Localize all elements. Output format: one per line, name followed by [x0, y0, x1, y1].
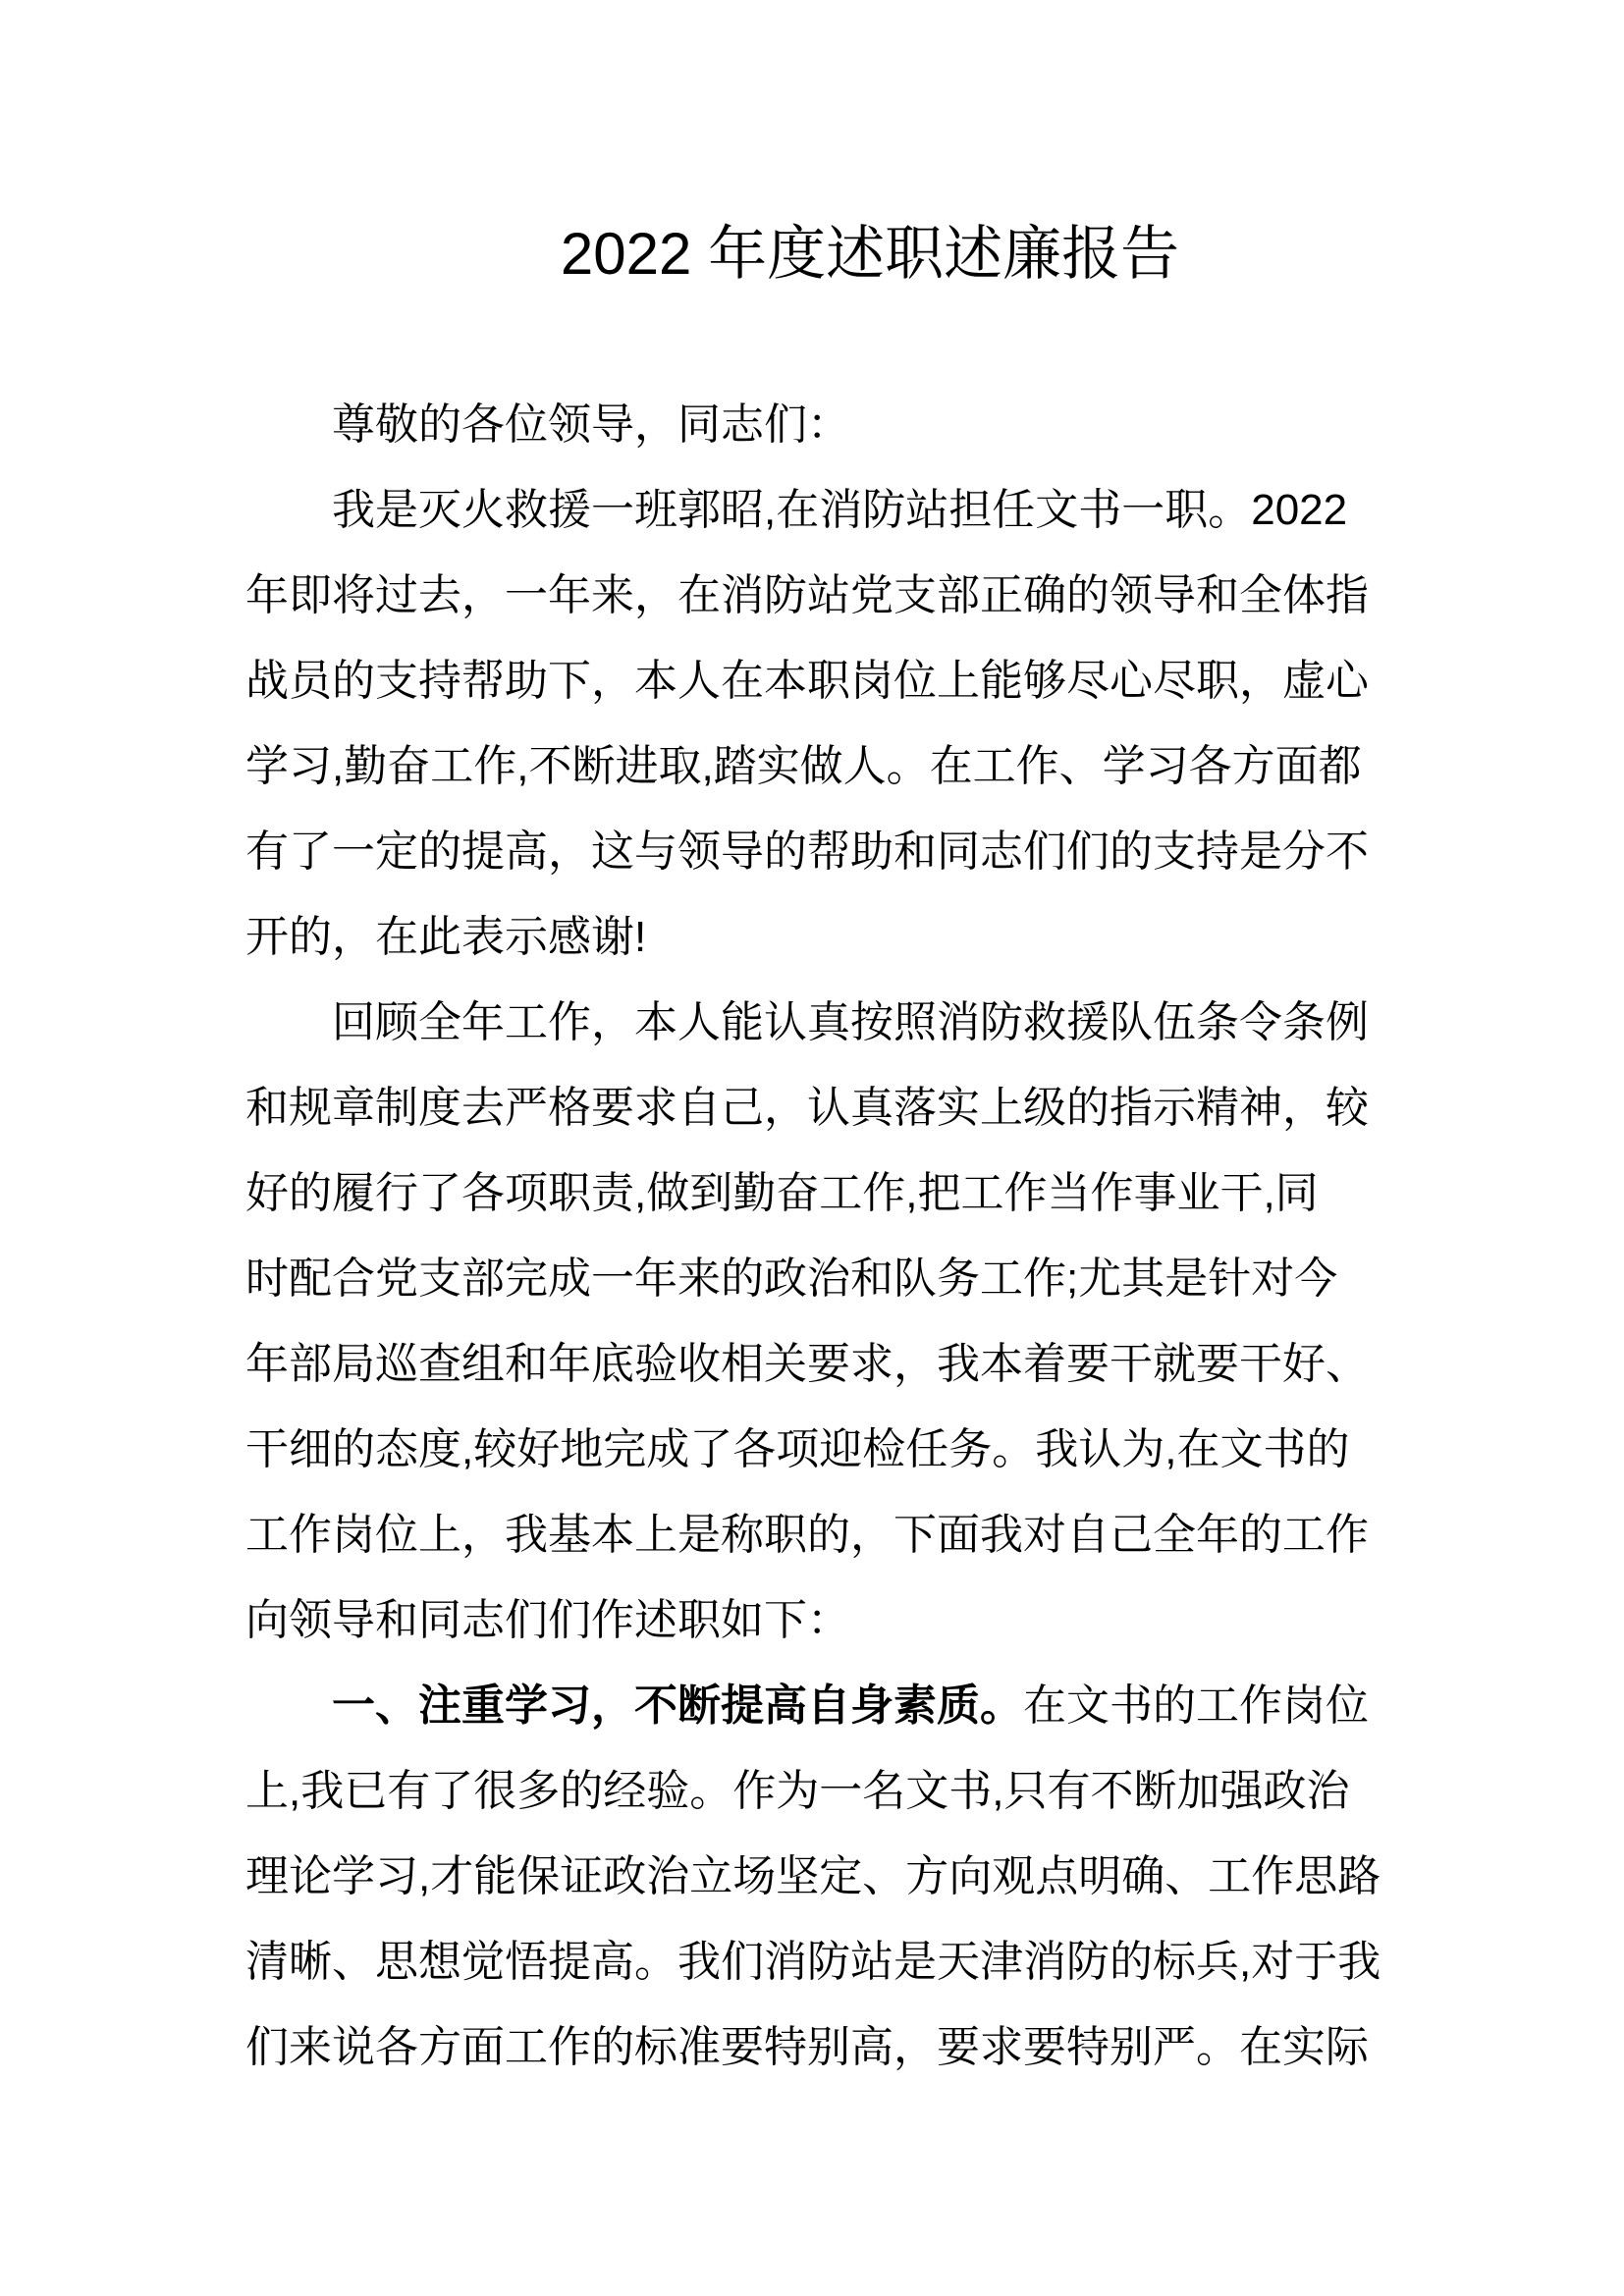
- text-run: 我是灭火救援一班郭昭,在消防站担任文书一职。2022: [332, 486, 1348, 534]
- text-run: 尊敬的各位领导，同志们：: [332, 400, 850, 449]
- text-run: 年部局巡查组和年底验收相关要求，我本着要干就要干好、: [245, 1340, 1369, 1388]
- text-line: [245, 1663, 1379, 1748]
- text-run: 好的履行了各项职责,做到勤奋工作,把工作当作事业干,同: [245, 1169, 1319, 1217]
- text-line: [245, 1577, 1379, 1663]
- text-line: [245, 1407, 1379, 1492]
- text-line: [245, 1236, 1379, 1321]
- text-line: [245, 723, 1379, 809]
- text-run: 干细的态度,较好地完成了各项迎检任务。我认为,在文书的: [245, 1425, 1350, 1473]
- text-line: [245, 1492, 1379, 1577]
- text-line: [245, 1748, 1379, 1834]
- text-line: [245, 382, 1379, 467]
- text-run: 上,我已有了很多的经验。作为一名文书,只有不断加强政治: [245, 1767, 1350, 1815]
- text-run: 时配合党支部完成一年来的政治和队务工作;尤其是针对今: [245, 1255, 1338, 1303]
- text-line: [245, 2004, 1379, 2090]
- text-run: 学习,勤奋工作,不断进取,踏实做人。在工作、学习各方面都: [245, 742, 1362, 790]
- text-run: 开的，在此表示感谢!: [245, 913, 647, 961]
- document-body: [245, 382, 1379, 2090]
- text-run: 年即将过去，一年来，在消防站党支部正确的领导和全体指: [245, 571, 1369, 619]
- text-line: [245, 1321, 1379, 1407]
- text-run: 有了一定的提高，这与领导的帮助和同志们们的支持是分不: [245, 828, 1369, 876]
- text-line: [245, 638, 1379, 723]
- text-run: 战员的支持帮助下，本人在本职岗位上能够尽心尽职，虚心: [245, 657, 1369, 705]
- text-line: [245, 1150, 1379, 1236]
- text-line: [245, 1919, 1379, 2004]
- text-line: [245, 467, 1379, 553]
- text-line: [245, 1065, 1379, 1150]
- text-line: [245, 894, 1379, 980]
- text-run: 工作岗位上，我基本上是称职的，下面我对自己全年的工作: [245, 1511, 1369, 1559]
- text-run: 和规章制度去严格要求自己，认真落实上级的指示精神，较: [245, 1084, 1369, 1132]
- document-title: 2022 年度述职述廉报告: [560, 221, 1180, 287]
- text-run: 向领导和同志们们作述职如下：: [245, 1596, 850, 1644]
- text-run: 回顾全年工作，本人能认真按照消防救援队伍条令条例: [332, 998, 1369, 1046]
- bold-text-run: 一、注重学习，不断提高自身素质。: [332, 1682, 1023, 1730]
- text-run: 理论学习,才能保证政治立场坚定、方向观点明确、工作思路: [245, 1852, 1381, 1900]
- text-run: 清晰、思想觉悟提高。我们消防站是天津消防的标兵,对于我: [245, 1938, 1381, 1986]
- text-line: [245, 809, 1379, 894]
- text-run: 在文书的工作岗位: [1023, 1682, 1369, 1730]
- text-run: 们来说各方面工作的标准要特别高，要求要特别严。在实际: [245, 2023, 1369, 2071]
- text-line: [245, 553, 1379, 638]
- text-line: [245, 1834, 1379, 1919]
- text-line: [245, 980, 1379, 1065]
